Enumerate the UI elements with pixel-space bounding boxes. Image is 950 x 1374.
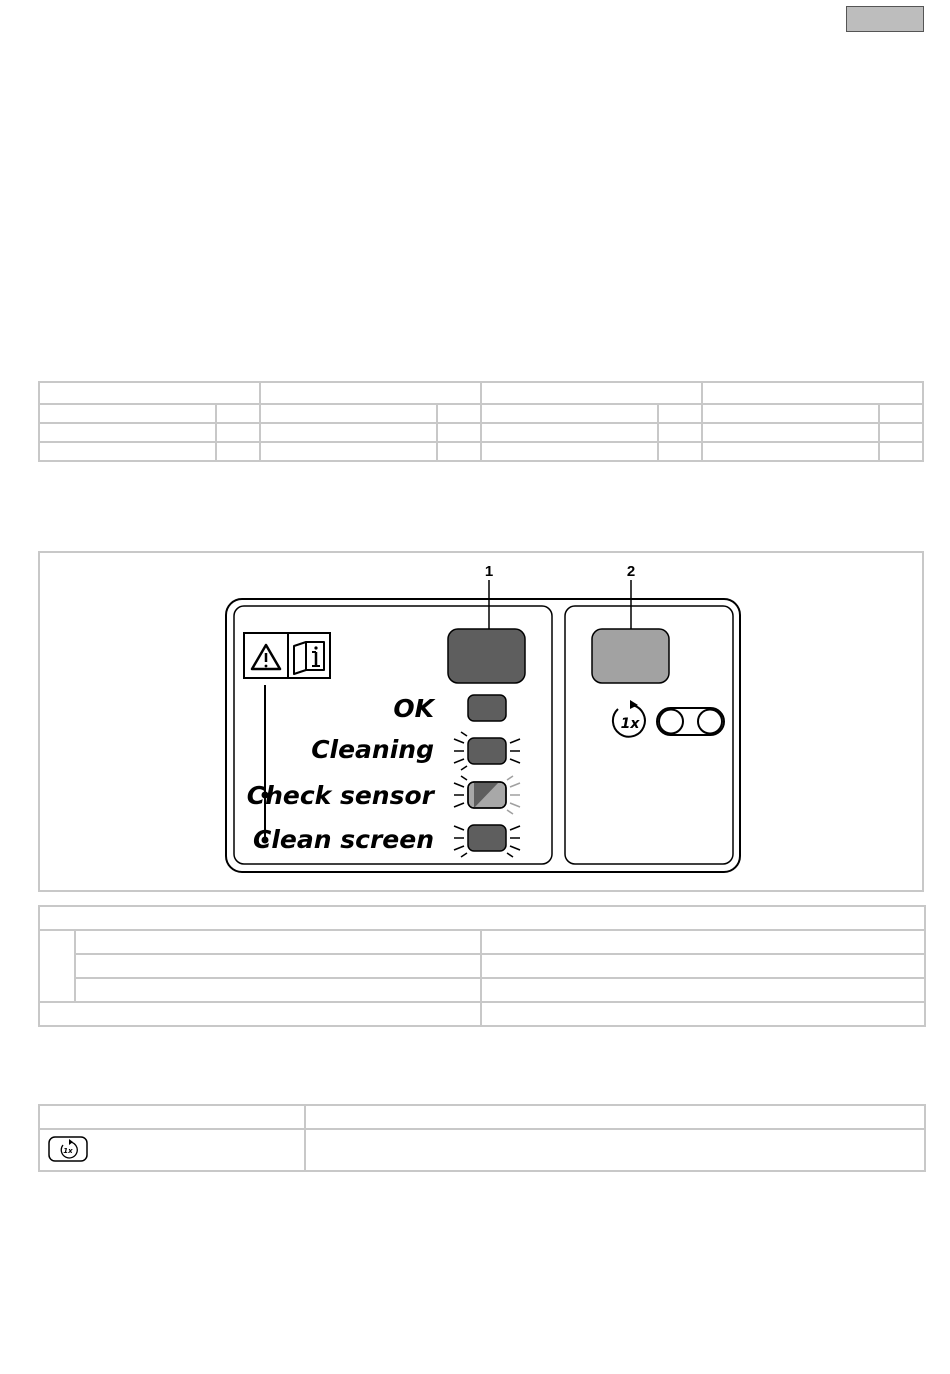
table-row	[39, 423, 923, 442]
table-row	[39, 978, 925, 1002]
led-check-sensor	[454, 776, 520, 814]
status-label-check-sensor: Check sensor	[246, 781, 434, 810]
control-panel-drawing	[40, 553, 926, 894]
led-ok	[468, 695, 506, 721]
callout-1: 1	[484, 563, 494, 580]
counter-reset-icon	[613, 700, 645, 737]
counter-reset-button-icon	[48, 1136, 88, 1167]
led-cleaning	[454, 732, 520, 770]
counter-label: 1x	[620, 716, 640, 732]
counter-reset-button-label: 1x	[63, 1146, 73, 1155]
table-row	[39, 1002, 925, 1026]
spec-table	[38, 381, 924, 462]
table-row	[39, 1129, 925, 1171]
legend-table	[38, 905, 926, 1027]
status-label-clean-screen: Clean screen	[253, 825, 434, 854]
warning-triangle-icon	[244, 633, 288, 678]
double-led-indicator	[657, 708, 724, 735]
button-table	[38, 1104, 926, 1172]
table-row	[39, 954, 925, 978]
table-row	[39, 930, 925, 954]
button-2	[592, 629, 669, 683]
table-row	[39, 404, 923, 423]
button-1	[448, 629, 525, 683]
manual-info-icon	[288, 633, 330, 678]
control-panel-figure	[38, 551, 924, 892]
table-row	[39, 906, 925, 930]
status-label-ok: OK	[393, 694, 434, 723]
table-row	[39, 1105, 925, 1129]
table-row	[39, 442, 923, 461]
page-tab-marker	[846, 6, 924, 32]
callout-2: 2	[626, 563, 636, 580]
led-clean-screen	[454, 825, 520, 857]
table-row	[39, 382, 923, 404]
status-label-cleaning: Cleaning	[311, 735, 434, 764]
